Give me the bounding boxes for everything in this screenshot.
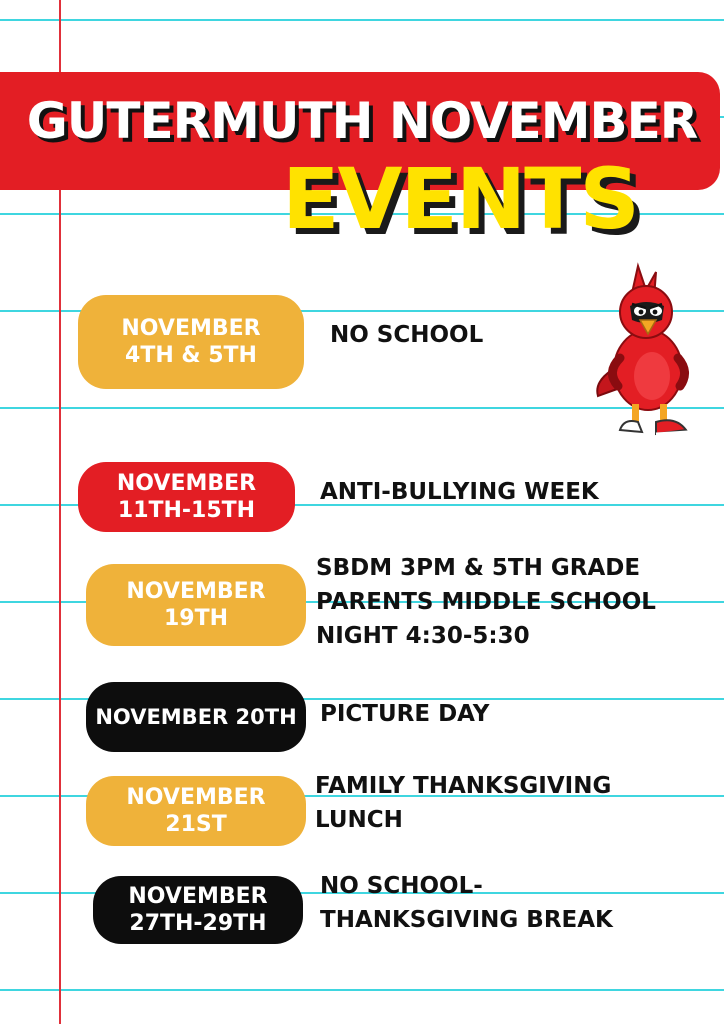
event-date-line: 11TH-15TH — [117, 498, 256, 523]
event-date-badge — [93, 876, 303, 944]
event-date-line: NOVEMBER — [126, 784, 266, 810]
event-description-line: NO SCHOOL- — [320, 873, 483, 899]
event-date-line: 21ST — [165, 812, 227, 837]
event-description — [320, 697, 489, 731]
event-date-line: NOVEMBER — [126, 578, 266, 604]
event-date-badge — [86, 564, 306, 646]
event-description-line: LUNCH — [315, 807, 403, 833]
event-date-badge — [86, 682, 306, 752]
event-description — [320, 869, 613, 937]
cardinal-mascot-icon — [590, 262, 714, 442]
page-title: GUTERMUTH NOVEMBER — [26, 92, 698, 150]
event-description-line: THANKSGIVING BREAK — [320, 907, 613, 933]
event-date-line: NOVEMBER 20TH — [95, 704, 297, 729]
event-date-line: 4TH & 5TH — [125, 343, 257, 368]
event-description-line: SBDM 3PM & 5TH GRADE — [316, 555, 641, 581]
event-date-line: NOVEMBER — [121, 315, 261, 341]
event-description-line: FAMILY THANKSGIVING — [315, 773, 612, 799]
event-date-line: 19TH — [163, 606, 229, 631]
event-date-line: NOVEMBER — [116, 470, 257, 496]
event-description-line: PARENTS MIDDLE SCHOOL — [316, 589, 656, 615]
event-date-badge — [78, 295, 304, 389]
event-description-line: PICTURE DAY — [320, 701, 490, 727]
event-date-line: 27TH-29TH — [129, 911, 267, 936]
event-description — [320, 475, 599, 509]
event-date-line: NOVEMBER — [128, 883, 268, 909]
event-description-line: ANTI-BULLYING WEEK — [320, 479, 599, 505]
event-date-badge — [86, 776, 306, 846]
event-description — [330, 318, 483, 352]
event-description-line: NIGHT 4:30-5:30 — [316, 623, 530, 649]
event-description-line: NO SCHOOL — [330, 322, 484, 348]
event-description — [315, 769, 611, 837]
event-description — [316, 551, 656, 653]
page-subtitle: EVENTS — [282, 150, 638, 248]
event-date-badge — [78, 462, 295, 532]
